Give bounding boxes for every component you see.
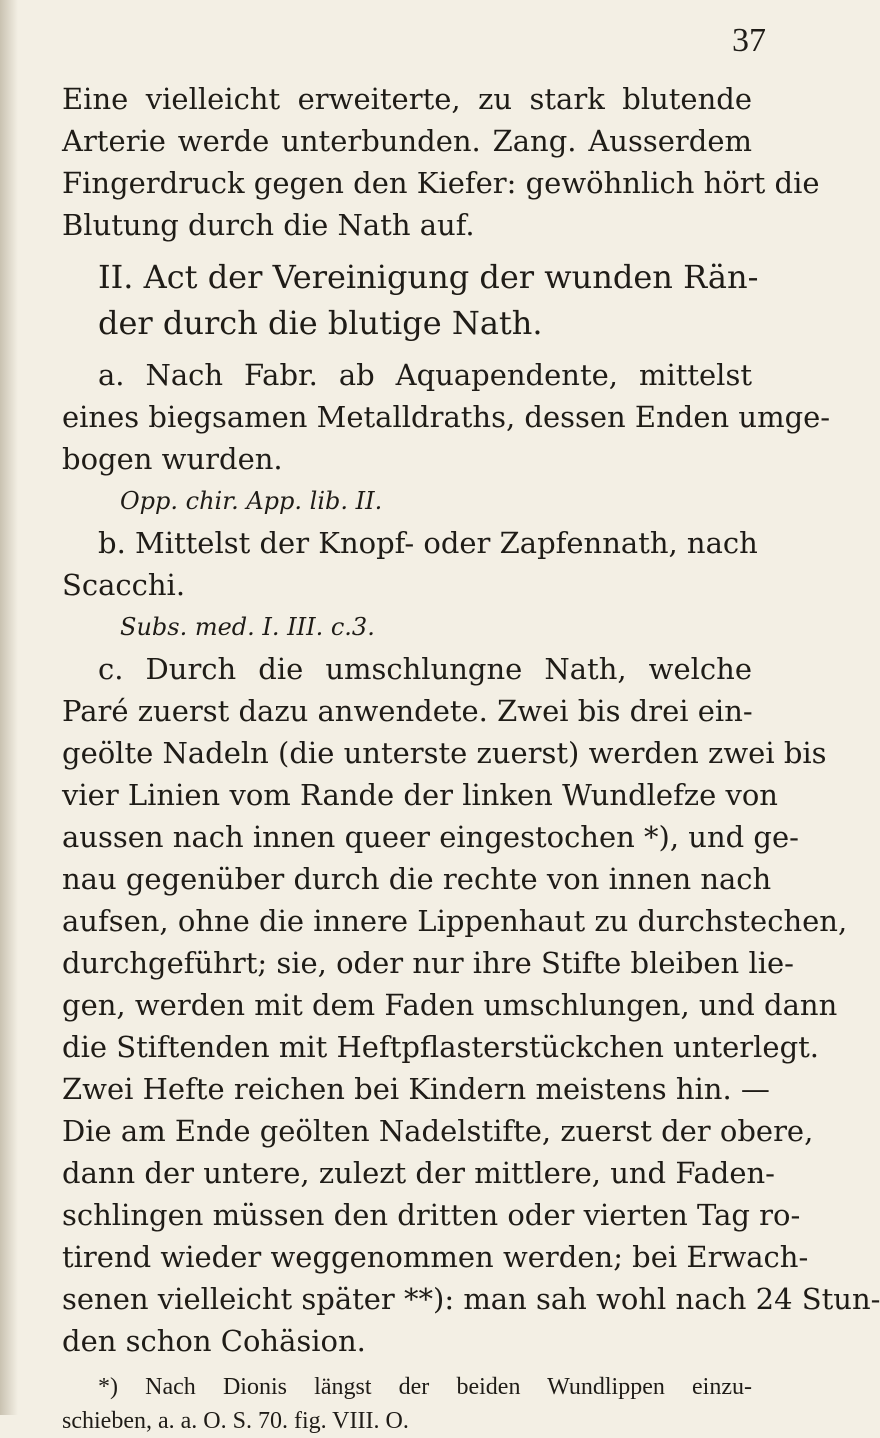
text-line: Fingerdruck gegen den Kiefer: gewöhnlich hört die (62, 166, 820, 200)
text-line: nau gegenüber durch die rechte von innen nach (62, 862, 772, 896)
footnote-line: schieben, a. a. O. S. 70. fig. VIII. O. (62, 1408, 409, 1434)
footnote-line: *) Nach Dionis längst der beiden Wundlippen einzu- (98, 1374, 752, 1400)
text-line: aufsen, ohne die innere Lippenhaut zu durchstechen, (62, 904, 848, 938)
text-line: geölte Nadeln (die unterste zuerst) werden zwei bis (62, 736, 827, 770)
text-line: gen, werden mit dem Faden umschlungen, und dann (62, 988, 838, 1022)
text-line: c. Durch die umschlungne Nath, welche (98, 652, 752, 686)
text-line: aussen nach innen queer eingestochen *), und ge- (62, 820, 799, 854)
text-line: senen vielleicht später **): man sah wohl nach 24 Stun- (62, 1282, 880, 1316)
item-c (62, 648, 880, 1362)
page-body (62, 78, 880, 1438)
paragraph-bleeding (62, 78, 820, 246)
text-line: den schon Cohäsion. (62, 1324, 366, 1358)
page-number: 37 (732, 22, 766, 59)
heading-line: II. Act der Vereinigung der wunden Rän- (98, 258, 759, 296)
text-line: Scacchi. (62, 568, 186, 602)
text-line: Die am Ende geölten Nadelstifte, zuerst der obere, (62, 1114, 814, 1148)
text-line: bogen wurden. (62, 442, 283, 476)
section-heading (62, 254, 759, 346)
text-line: vier Linien vom Rande der linken Wundlefze von (62, 778, 778, 812)
text-line: schlingen müssen den dritten oder vierten Tag ro- (62, 1198, 801, 1232)
text-line: Arterie werde unterbunden. Zang. Ausserdem (62, 124, 752, 158)
item-b (62, 522, 758, 606)
text-line: eines biegsamen Metalldraths, dessen Enden umge- (62, 400, 831, 434)
text-line: tirend wieder weggenommen werden; bei Erwach- (62, 1240, 809, 1274)
text-line: Blutung durch die Nath auf. (62, 208, 475, 242)
page-edge-shadow (0, 0, 18, 1415)
footnote (62, 1370, 752, 1438)
text-line: die Stiftenden mit Heftpflasterstückchen unterlegt. (62, 1030, 820, 1064)
text-line: durchgeführt; sie, oder nur ihre Stifte bleiben lie- (62, 946, 794, 980)
heading-line: der durch die blutige Nath. (98, 304, 543, 342)
text-line: Zwei Hefte reichen bei Kindern meistens hin. — (62, 1072, 770, 1106)
item-a (62, 354, 831, 480)
text-line: a. Nach Fabr. ab Aquapendente, mittelst (98, 358, 752, 392)
text-line: dann der untere, zulezt der mittlere, und Faden- (62, 1156, 775, 1190)
text-line: Eine vielleicht erweiterte, zu stark blutende (62, 82, 752, 116)
text-line: Paré zuerst dazu anwendete. Zwei bis drei ein- (62, 694, 753, 728)
text-line: b. Mittelst der Knopf- oder Zapfennath, nach (98, 526, 758, 560)
citation-b: Subs. med. I. III. c.3. (120, 613, 375, 641)
citation-a: Opp. chir. App. lib. II. (120, 487, 383, 515)
